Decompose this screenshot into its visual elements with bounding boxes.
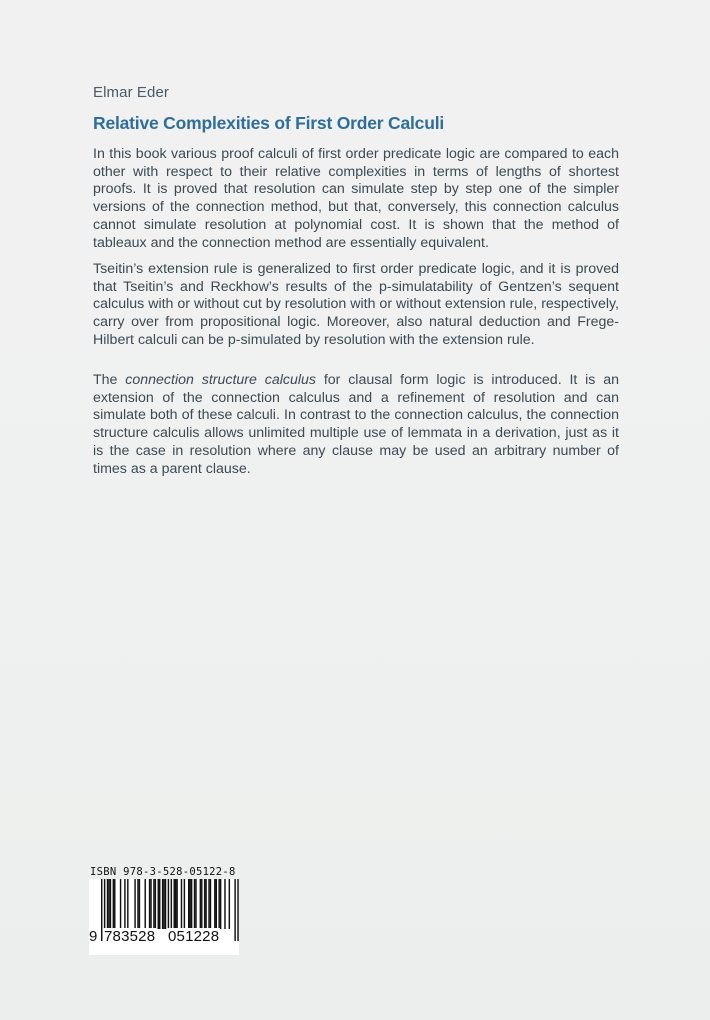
barcode-digits-left: 783528 [104,928,156,945]
barcode-bar [163,879,164,929]
barcode-bar [110,879,111,929]
barcode-bar [218,879,219,929]
barcode-bar [224,879,225,929]
barcode-bar [114,879,115,929]
barcode-bar [158,879,159,929]
barcode-bar [175,879,176,929]
barcode-bar [181,879,182,929]
blurb-paragraph-3 [93,372,619,478]
barcode-bar [145,879,146,929]
isbn-label: ISBN 978-3-528-05122-8 [90,866,236,878]
barcode-bar [216,879,217,929]
connection-structure-calculus-term: connection structure calculus [125,372,316,388]
barcode-bar [194,879,195,929]
barcode-bar [205,879,206,929]
barcode-bar [189,879,190,929]
paragraph-3-rest: for clausal form logic is introduced. It is an extension of the connection calculus and a refinement of resolution and can simulate both of these calculi. In contrast to the connection calculus, the connection structure calculis allows unlimited multiple use of lemmata in a derivation, just as it is the case in resolution where any clause may be used an arbitrary number of times as a parent clause. [93,372,619,477]
barcode-bar [220,879,221,929]
barcode-bar [204,879,205,929]
barcode-bar [201,879,202,929]
blurb-paragraph-1: In this book various proof calculi of first order predicate logic are compared to each other with respect to their relative complexities in terms of lengths of shortest proofs. It is proved that resolution can simulate step by step one of the simpler versions of the connection method, but that, conversely, this connection calculus cannot simulate resolution at polynomial cost. It is shown that the method of tableaux and the connection method are essentially equivalent. [93,146,619,251]
barcode-bar [188,879,189,929]
author-name: Elmar Eder [93,84,170,101]
barcode-bar [174,879,175,929]
barcode-digits-right: 051228 [168,928,220,945]
barcode-bar [229,879,230,929]
barcode-bar [120,879,121,929]
barcode-digit-first: 9 [89,928,100,945]
barcode-bar [234,879,235,941]
barcode-bar [165,879,166,929]
barcode-bar [162,879,163,929]
barcode-bar [200,879,201,929]
barcode-bar [176,879,177,929]
barcode-bar [124,879,125,929]
barcode-bar [210,879,211,929]
book-title: Relative Complexities of First Order Calculi [93,113,445,133]
barcode-bar [139,879,140,929]
barcode-bar [153,879,154,929]
blurb-paragraph-2: Tseitin’s extension rule is generalized to first order predicate logic, and it is proved that Tseitin’s and Reckhow’s results of the p-simulatability of Gentzen’s sequent calculus with or without cut by resolution with or without extension rule, respectively, carry over from propositional logic. Moreover, also natural deduction and Frege-Hilbert calculi can be p-simulated by resolution with the extension rule. [93,261,619,348]
barcode-bar [214,879,215,929]
barcode-bar [149,879,150,929]
barcode-bar [237,879,238,941]
barcode-bar [195,879,196,929]
barcode-bar [108,879,109,929]
barcode-bar [191,879,192,929]
barcode-bar [134,879,135,929]
barcode-bar [137,879,138,929]
barcode-bar [159,879,160,929]
barcode-bar [150,879,151,929]
barcode-bar [113,879,114,929]
barcode-bar [127,879,128,929]
barcode-bar [208,879,209,929]
paragraph-3-intro: The [93,372,126,388]
barcode-bar [184,879,185,929]
barcode-bar [155,879,156,929]
barcode-bar [107,879,108,929]
